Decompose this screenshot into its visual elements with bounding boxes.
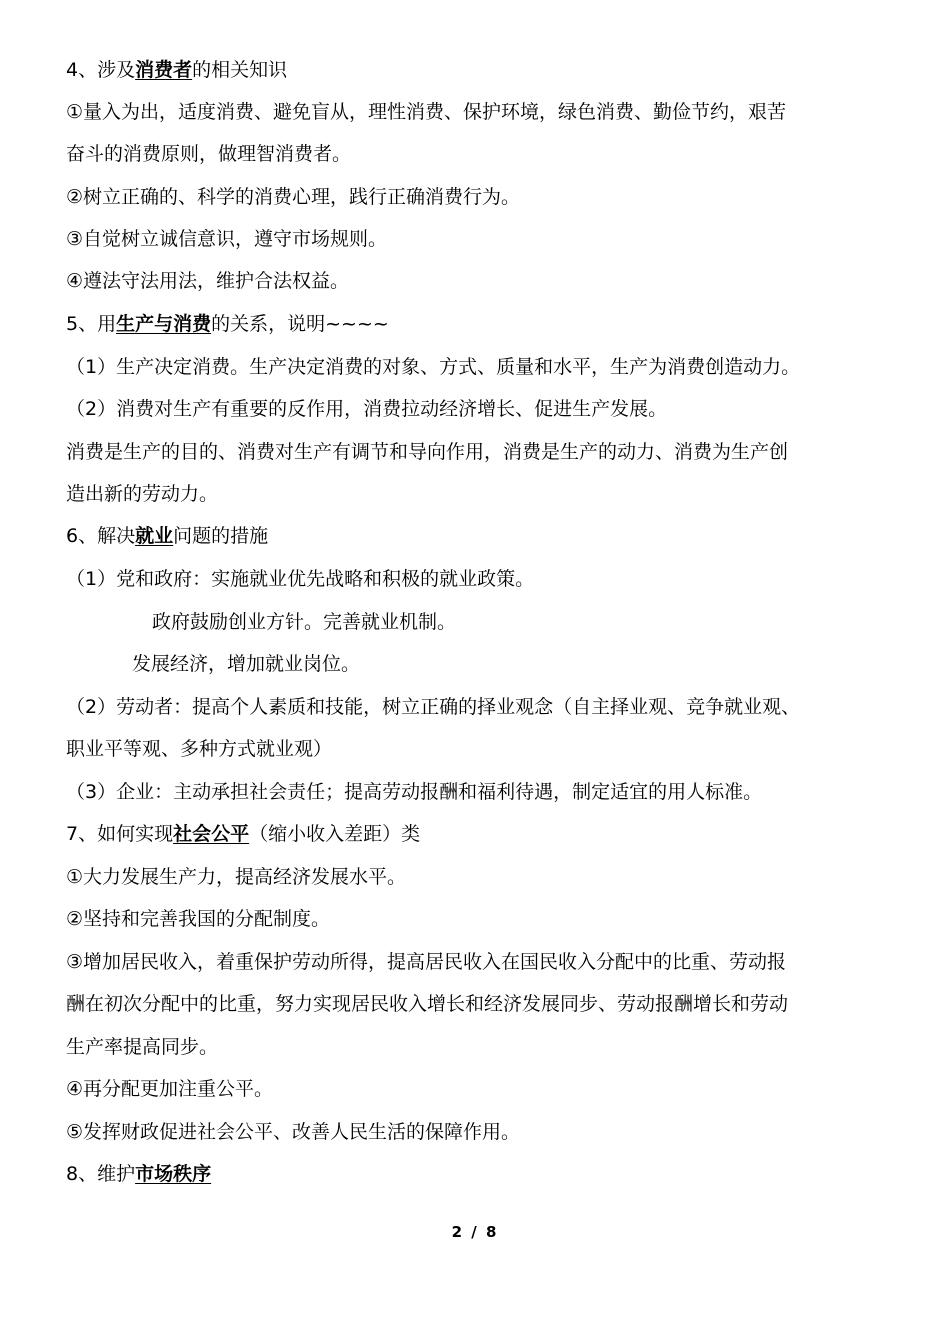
paragraph-line: 政府鼓励创业方针。完善就业机制。 — [152, 611, 457, 633]
heading-consumer: 4、涉及消费者的相关知识 — [66, 59, 288, 81]
heading-production-consumption: 5、用生产与消费的关系，说明~~~~ — [66, 313, 389, 335]
paragraph-line: 奋斗的消费原则，做理智消费者。 — [66, 143, 352, 165]
paragraph-line: 酬在初次分配中的比重，努力实现居民收入增长和经济发展同步、劳动报酬增长和劳动 — [66, 993, 789, 1015]
paragraph-line: （2）消费对生产有重要的反作用，消费拉动经济增长、促进生产发展。 — [66, 398, 668, 420]
paragraph-line: ③增加居民收入，着重保护劳动所得，提高居民收入在国民收入分配中的比重、劳动报 — [66, 951, 787, 973]
paragraph-line: ④遵法守法用法，维护合法权益。 — [66, 270, 350, 292]
paragraph-line: ③自觉树立诚信意识，遵守市场规则。 — [66, 228, 388, 250]
paragraph-line: ⑤发挥财政促进社会公平、改善人民生活的保障作用。 — [66, 1121, 521, 1143]
heading-social-fairness: 7、如何实现社会公平（缩小收入差距）类 — [66, 823, 421, 845]
paragraph-line: ④再分配更加注重公平。 — [66, 1078, 274, 1100]
paragraph-line: 生产率提高同步。 — [66, 1036, 219, 1058]
paragraph-line: （1）生产决定消费。生产决定消费的对象、方式、质量和水平，生产为消费创造动力。 — [66, 356, 801, 378]
keyword-employment: 就业 — [135, 525, 174, 547]
paragraph-line: （1）党和政府：实施就业优先战略和积极的就业政策。 — [66, 568, 535, 590]
paragraph-line: ①大力发展生产力，提高经济发展水平。 — [66, 866, 407, 888]
keyword-market-order: 市场秩序 — [135, 1163, 212, 1185]
paragraph-line: ①量入为出，适度消费、避免盲从，理性消费、保护环境，绿色消费、勤俭节约，艰苦 — [66, 101, 787, 123]
paragraph-line: （3）企业：主动承担社会责任；提高劳动报酬和福利待遇，制定适宜的用人标准。 — [66, 781, 763, 803]
paragraph-line: 职业平等观、多种方式就业观） — [66, 738, 333, 760]
paragraph-line: 发展经济，增加就业岗位。 — [132, 653, 361, 675]
keyword-consumer: 消费者 — [135, 59, 193, 81]
paragraph-line: （2）劳动者：提高个人素质和技能，树立正确的择业观念（自主择业观、竞争就业观、 — [66, 696, 801, 718]
paragraph-line: 消费是生产的目的、消费对生产有调节和导向作用，消费是生产的动力、消费为生产创 — [66, 441, 789, 463]
heading-market-order: 8、维护市场秩序 — [66, 1163, 212, 1185]
keyword-production-consumption: 生产与消费 — [116, 313, 212, 335]
heading-employment: 6、解决就业问题的措施 — [66, 525, 269, 547]
paragraph-line: 造出新的劳动力。 — [66, 483, 219, 505]
paragraph-line: ②树立正确的、科学的消费心理，践行正确消费行为。 — [66, 186, 521, 208]
page-number: 2 / 8 — [451, 1223, 499, 1241]
paragraph-line: ②坚持和完善我国的分配制度。 — [66, 908, 331, 930]
keyword-social-fairness: 社会公平 — [173, 823, 250, 845]
